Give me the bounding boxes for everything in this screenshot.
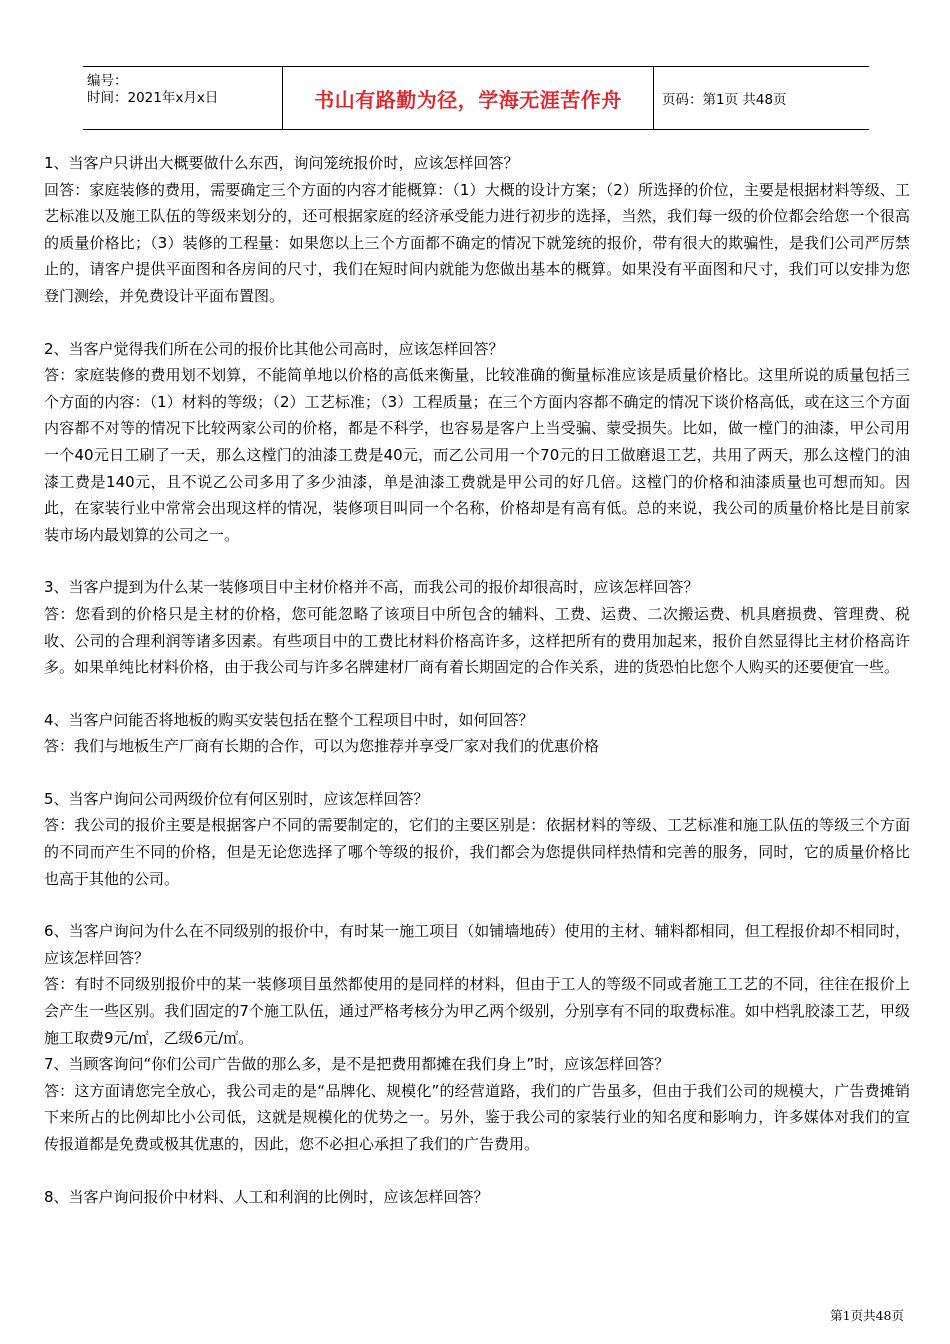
document-body xyxy=(44,150,910,1210)
qa-section-8 xyxy=(44,1184,910,1211)
answer-7: 答：这方面请您完全放心，我公司走的是“品牌化、规模化”的经营道路，我们的广告虽多，但由于我们公司的规模大，广告费摊销下来所占的比例却比小公司低，这就是规模化的优势之一。另外，鉴于我公司的家装行业的知名度和影响力，许多媒体对我们的宣传报道都是免费或极其优惠的，因此，您不必担心承担了我们的广告费用。 xyxy=(44,1081,910,1153)
answer-4: 答：我们与地板生产厂商有长期的合作，可以为您推荐并享受厂家对我们的优惠价格 xyxy=(44,737,600,756)
question-6: 6、当客户询问为什么在不同级别的报价中，有时某一施工项目（如铺墙地砖）使用的主材、辅料都相同，但工程报价却不相同时，应该怎样回答？ xyxy=(44,922,910,967)
document-number-label: 编号： xyxy=(87,73,128,89)
document-date-label: 时间：2021年x月x日 xyxy=(87,90,219,106)
page-header xyxy=(83,66,869,130)
question-1: 1、当客户只讲出大概要做什么东西，询问笼统报价时，应该怎样回答？ xyxy=(44,154,519,172)
question-3: 3、当客户提到为什么某一装修项目中主材价格并不高，而我公司的报价却很高时，应该怎样回答？ xyxy=(44,578,699,597)
qa-section-7 xyxy=(44,1051,910,1157)
qa-section-1 xyxy=(44,150,910,310)
answer-3: 答：您看到的价格只是主材的价格，您可能忽略了该项目中所包含的辅料、工费、运费、二次搬运费、机具磨损费、管理费、税收、公司的合理利润等诸多因素。有些项目中的工费比材料价格高许多，这样把所有的费用加起来，报价自然显得比主材价格高许多。如果单纯比材料价格，由于我公司与许多名牌建材厂商有着长期固定的合作关系，进的货恐怕比您个人购买的还要便宜一些。 xyxy=(44,604,910,677)
qa-section-4 xyxy=(44,707,910,760)
answer-6: 答：有时不同级别报价中的某一装修项目虽然都使用的是同样的材料，但由于工人的等级不同或者施工工艺的不同，往往在报价上会产生一些区别。我们固定的7个施工队伍，通过严格考核分为甲乙两个级别，分别享有不同的取费标准。如中档乳胶漆工艺，甲级施工取费9元/㎡，乙级6元/㎡。 xyxy=(44,975,910,1047)
qa-section-6 xyxy=(44,918,910,1051)
answer-5: 答：我公司的报价主要是根据客户不同的需要制定的，它们的主要区别是：依据材料的等级、工艺标准和施工队伍的等级三个方面的不同而产生不同的价格，但是无论您选择了哪个等级的报价，我们都会为您提供同样热情和完善的服务，同时，它的质量价格比也高于其他的公司。 xyxy=(44,816,910,888)
qa-section-2 xyxy=(44,336,910,549)
header-meta xyxy=(83,67,282,129)
page-footer: 第1页共48页 xyxy=(830,1308,904,1323)
question-5: 5、当客户询问公司两级价位有何区别时，应该怎样回答？ xyxy=(44,789,429,808)
answer-2: 答：家庭装修的费用划不划算，不能简单地以价格的高低来衡量，比较准确的衡量标准应该是质量价格比。这里所说的质量包括三个方面的内容：（1）材料的等级；（2）工艺标准；（3）工程质量；在三个方面内容都不确定的情况下谈价格高低，或在这三个方面内容都不对等的情况下比较两家公司的价格，都是不科学，也容易是客户上当受骗、蒙受损失。比如，做一樘门的油漆，甲公司用一个40元日工刷了一天，那么这樘门的油漆工费是40元，而乙公司用一个70元的日工做磨退工艺，共用了两天，那么这樘门的油漆工费是140元，且不说乙公司多用了多少油漆，单是油漆工费就是甲公司的好几倍。这樘门的价格和油漆质量也可想而知。因此，在家装行业中常常会出现这样的情况，装修项目叫同一个名称，价格却是有高有低。总的来说，我公司的质量价格比是目前家装市场内最划算的公司之一。 xyxy=(44,366,910,544)
question-8: 8、当客户询问报价中材料、人工和利润的比例时，应该怎样回答？ xyxy=(44,1187,489,1206)
question-2: 2、当客户觉得我们所在公司的报价比其他公司高时，应该怎样回答？ xyxy=(44,339,504,358)
qa-section-5 xyxy=(44,786,910,892)
header-motto: 书山有路勤为径，学海无涯苦作舟 xyxy=(282,67,654,129)
question-4: 4、当客户问能否将地板的购买安装包括在整个工程项目中时，如何回答？ xyxy=(44,710,534,729)
header-page-info: 页码：第1页 共48页 xyxy=(662,92,787,108)
question-7: 7、当顾客询问“你们公司广告做的那么多，是不是把费用都摊在我们身上”时，应该怎样回答？ xyxy=(44,1055,670,1074)
qa-section-3 xyxy=(44,574,910,680)
answer-1: 回答：家庭装修的费用，需要确定三个方面的内容才能概算：（1）大概的设计方案；（2）所选择的价位，主要是根据材料等级、工艺标准以及施工队伍的等级来划分的，还可根据家庭的经济承受能力进行初步的选择，当然，我们每一级的价位都会给您一个很高的质量价格比；（3）装修的工程量：如果您以上三个方面都不确定的情况下就笼统的报价，带有很大的欺骗性，是我们公司严厉禁止的，请客户提供平面图和各房间的尺寸，我们在短时间内就能为您做出基本的概算。如果没有平面图和尺寸，我们可以安排为您登门测绘，并免费设计平面布置图。 xyxy=(44,180,910,305)
